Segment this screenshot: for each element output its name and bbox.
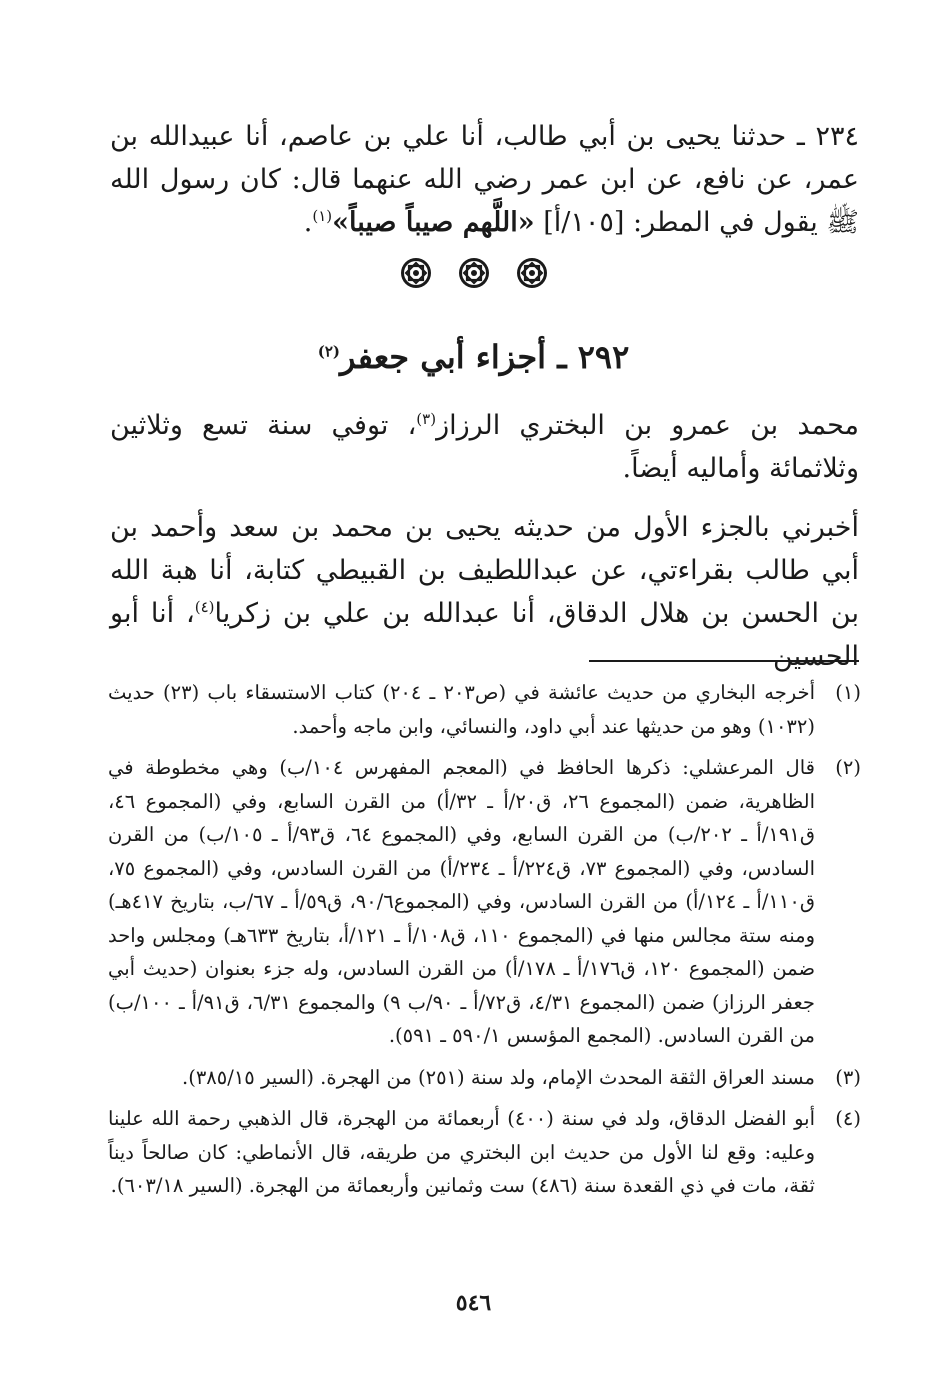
footnote-4 [108,1102,861,1203]
footnote-number: (١) [835,681,861,704]
footnote-text: قال المرعشلي: ذكرها الحافظ في (المعجم المفهرس ١٠٤/ب) وهي مخطوطة في الظاهرية، ضمن (المجموع ٢٦، ق٢٠/أ ـ ٣٢/أ) من القرن السابع، وفي (المجموع ٤٦، ق١٩١/أ ـ ٢٠٢/ب) من القرن السابع، وفي (المجموع ٦٤، ق٩٣/أ ـ ١٠٥/ب) من القرن السادس، وفي (المجموع ٧٣، ق٢٢٤/أ ـ ٢٣٤/أ) من القرن السادس، وفي (المجموع ٧٥، ق١١٠/أ ـ ١٢٤/أ) من القرن السادس، وفي (المجموع٩٠/٦، ق٥٩/أ ـ ٦٧/ب، بتاريخ ٤١٧هـ) ومنه ستة مجالس منها في (المجموع ١١٠، ق١٠٨/أ ـ ١٢١/أ، بتاريخ ٦٣٣هـ) ومجلس واحد ضمن (المجموع ١٢٠، ق١٧٦/أ ـ ١٧٨/أ) من القرن السادس، وله جزء بعنوان (حديث أبي جعفر الرزاز) ضمن (المجموع ٤/٣١، ق٧٢/أ ـ ٩٠/ب ٩) والمجموع ٦/٣١، ق٩١/أ ـ ١٠٠/ب) من القرن السادس. (المجمع المؤسس ٥٩٠/١ ـ ٥٩١). [108,756,815,1047]
section-title-text: ٢٩٢ ـ أجزاء أبي جعفر [339,338,630,376]
footnote-1 [108,676,861,743]
footnote-ref-4: (٤) [194,598,215,616]
footnote-number: (٢) [835,756,861,779]
intro-text-1: محمد بن عمرو بن البختري الرزاز [436,410,859,441]
chain-paragraph [110,506,859,678]
footnote-text: أخرجه البخاري من حديث عائشة في (ص٢٠٣ ـ ٢٠٤) كتاب الاستسقاء باب (٢٣) حديث (١٠٣٢) وهو من حديثها عند أبي داود، والنسائي، وابن ماجه وأحمد. [108,681,815,738]
hadith-end: . [303,207,313,238]
footnote-text: أبو الفضل الدقاق، ولد في سنة (٤٠٠) أربعمائة من الهجرة، قال الذهبي رحمة الله علينا وعليه: وقع لنا الأول من حديث ابن البختري من طريقه، قال الأنماطي: كان صالحاً ديناً ثقة، مات في ذي القعدة سنة (٤٨٦) ست وثمانين وأربعمائة من الهجرة. (السير ٦٠٣/١٨). [108,1107,816,1197]
hadith-234 [110,115,859,244]
footnotes [108,676,861,1211]
page-number: ٥٤٦ [455,1290,492,1316]
footnote-number: (٤) [835,1107,861,1130]
footnote-ref-1: (١) [312,207,333,225]
ornament-1-icon [400,257,432,289]
chain-text-1: أخبرني بالجزء الأول من حديثه يحيى بن محمد بن سعد وأحمد بن أبي طالب بقراءتي، عن عبداللطيف بن القبيطي كتابة، أنا هبة الله بن الحسن بن هلال الدقاق، أنا عبدالله بن علي بن زكريا [110,512,859,629]
ornament-3-icon [516,257,548,289]
hadith-quote: «اللَّهم صيباً صيباً» [332,207,535,238]
footnote-ref-2: (٢) [317,342,340,361]
section-title [110,338,837,376]
footnote-number: (٣) [835,1065,861,1089]
chain-text-2: ، أنا أبو الحسين [110,598,859,672]
hadith-text: ٢٣٤ ـ حدثنا يحيى بن أبي طالب، أنا علي بن عاصم، أنا عبيدالله بن عمر، عن نافع، عن ابن عمر رضي الله عنهما قال: كان رسول الله ﷺ يقول في المطر: [١٠٥/أ] [110,121,859,238]
section-divider-ornaments [0,257,947,291]
footnote-3 [108,1061,861,1095]
footnote-separator [589,660,859,662]
footnote-text: مسند العراق الثقة المحدث الإمام، ولد سنة (٢٥١) من الهجرة. (السير ٣٨٥/١٥). [182,1065,815,1089]
ornament-2-icon [458,257,490,289]
intro-paragraph [110,404,859,490]
footnote-2 [108,751,861,1053]
intro-text-2: ، توفي سنة تسع وثلاثين وثلاثمائة وأماليه أيضاً. [110,410,859,484]
footnote-ref-3: (٣) [416,410,437,428]
